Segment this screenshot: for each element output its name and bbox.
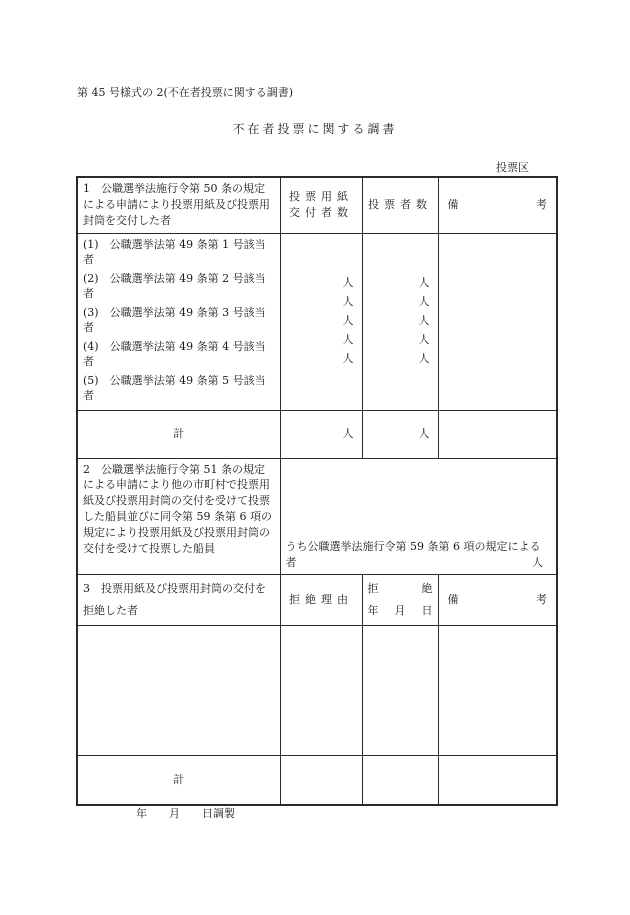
unit-label: 人 [342, 351, 354, 365]
unit-label: 人 [342, 275, 354, 289]
section3-body-cell [77, 625, 280, 755]
section3-remarks-cell [438, 625, 557, 755]
unit-label: 人 [418, 351, 430, 365]
section3-date-cell [362, 625, 438, 755]
col-refusal-date-header [362, 574, 438, 625]
unit-label: 人 [418, 294, 430, 308]
day-label: 日 [421, 603, 433, 617]
section1-heading: 1 公職選挙法施行令第 50 条の規定による申請により投票用紙及び投票用封筒を交付した者 [77, 177, 280, 233]
section1-items [77, 233, 280, 410]
section3-total-label: 計 [77, 755, 280, 805]
section3-reason-cell [280, 625, 362, 755]
ballots-issued-cells [280, 233, 362, 410]
voters-total: 人 [362, 410, 438, 458]
remarks-total-cell [438, 410, 557, 458]
remarks-char-a: 備 [447, 592, 459, 606]
section2-note-unit: 人 [532, 555, 543, 569]
unit-label: 人 [418, 332, 430, 346]
refusal-char-a: 拒 [367, 581, 379, 595]
section2-note: うち公職選挙法施行令第 59 条第 6 項の規定による者 [285, 539, 541, 569]
col-reason-header: 拒絶理由 [280, 574, 362, 625]
section3-total-date [362, 755, 438, 805]
remarks-cell [438, 233, 557, 410]
section3-total-remarks [438, 755, 557, 805]
list-item: (4) 公職選挙法第 49 条第 4 号該当者 [83, 339, 266, 369]
col-voters-header: 投票者数 [362, 177, 438, 233]
form-number-label: 第 45 号様式の 2(不在者投票に関する調書) [77, 86, 294, 99]
unit-label: 人 [342, 294, 354, 308]
remarks-char-b: 考 [536, 592, 547, 606]
survey-table [76, 176, 558, 806]
voters-cells [362, 233, 438, 410]
remarks-char-b: 考 [536, 198, 547, 212]
district-label: 投票区 [496, 161, 529, 174]
unit-label: 人 [342, 332, 354, 346]
unit-label: 人 [418, 275, 430, 289]
section1-total-label: 計 [77, 410, 280, 458]
document-title: 不在者投票に関する調書 [232, 122, 398, 136]
ballots-issued-total: 人 [280, 410, 362, 458]
year-label: 年 [367, 603, 379, 617]
section3-remarks-header [438, 574, 557, 625]
month-label: 月 [394, 603, 406, 617]
list-item: (3) 公職選挙法第 49 条第 3 号該当者 [83, 305, 266, 335]
list-item: (5) 公職選挙法第 49 条第 5 号該当者 [83, 373, 266, 403]
unit-label: 人 [418, 313, 430, 327]
survey-form [76, 176, 556, 796]
remarks-char-a: 備 [447, 198, 459, 212]
list-item: (2) 公職選挙法第 49 条第 2 号該当者 [83, 271, 266, 301]
section2-note-cell [280, 458, 557, 574]
col-ballots-issued-header: 投票用紙交付者数 [280, 177, 362, 233]
section2-heading: 2 公職選挙法施行令第 51 条の規定による申請により他の市町村で投票用紙及び投票用封筒の交付を受けて投票した船員並びに同令第 59 条第 6 項の規定により投票用紙及び投票用封筒の交付を受けて投票した船員 [77, 458, 280, 574]
list-item: (1) 公職選挙法第 49 条第 1 号該当者 [83, 237, 266, 267]
section3-total-reason [280, 755, 362, 805]
unit-label: 人 [342, 313, 354, 327]
col-remarks-header [438, 177, 557, 233]
section3-heading: 3 投票用紙及び投票用封筒の交付を拒絶した者 [77, 574, 280, 625]
refusal-char-b: 絶 [421, 581, 433, 595]
preparation-date: 年 月 日調製 [136, 807, 235, 820]
